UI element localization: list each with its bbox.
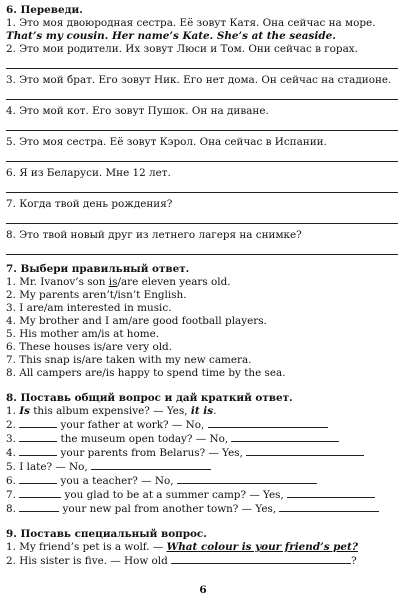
s9-item-2: 2. His sister is five. — How old ? bbox=[6, 555, 357, 567]
answer-line[interactable] bbox=[6, 87, 398, 100]
blank-field[interactable] bbox=[19, 502, 59, 512]
s6-item-3: 3. Это мой брат. Его зовут Ник. Его нет дома. Он сейчас на стадионе. bbox=[6, 74, 392, 86]
s8-item-4: 4. your parents from Belarus? — Yes, bbox=[6, 446, 398, 460]
answer-line[interactable] bbox=[6, 211, 398, 224]
chosen-answer[interactable]: is bbox=[108, 276, 118, 288]
s6-item-7: 7. Когда твой день рождения? bbox=[6, 198, 173, 210]
s6-item-4: 4. Это мой кот. Его зовут Пушок. Он на диване. bbox=[6, 105, 269, 117]
page-number: 6 bbox=[199, 584, 207, 596]
s8-item-8: 8. your new pal from another town? — Yes, bbox=[6, 502, 398, 516]
s7-item-4[interactable]: 4. My brother and I am/are good football players. bbox=[6, 315, 267, 327]
blank-field[interactable] bbox=[19, 474, 57, 484]
s7-item-6[interactable]: 6. These houses is/are very old. bbox=[6, 341, 172, 353]
s6-item-8: 8. Это твой новый друг из летнего лагеря на снимке? bbox=[6, 229, 302, 241]
s7-item-2[interactable]: 2. My parents aren’t/isn’t English. bbox=[6, 289, 187, 301]
s6-item-6: 6. Я из Беларуси. Мне 12 лет. bbox=[6, 167, 171, 179]
s6-item-2: 2. Это мои родители. Их зовут Люси и Том. Они сейчас в горах. bbox=[6, 43, 358, 55]
s6-item-1: 1. Это моя двоюродная сестра. Её зовут Катя. Она сейчас на море. bbox=[6, 17, 376, 29]
blank-field[interactable] bbox=[279, 502, 379, 512]
s8-item-7: 7. you glad to be at a summer camp? — Yes, bbox=[6, 488, 398, 502]
s8-item-5: 5. I late? — No, bbox=[6, 460, 398, 474]
blank-field[interactable] bbox=[19, 488, 61, 498]
s8-item-1: 1. Is this album expensive? — Yes, it is. bbox=[6, 405, 217, 417]
section-6-title: 6. Переведи. bbox=[6, 4, 83, 16]
s7-item-5[interactable]: 5. His mother am/is at home. bbox=[6, 328, 160, 340]
blank-field[interactable] bbox=[231, 432, 339, 442]
answer-line[interactable] bbox=[6, 149, 398, 162]
s8-item-6: 6. you a teacher? — No, bbox=[6, 474, 398, 488]
answer-line[interactable] bbox=[6, 180, 398, 193]
s7-item-3[interactable]: 3. I are/am interested in music. bbox=[6, 302, 172, 314]
section-7-title: 7. Выбери правильный ответ. bbox=[6, 263, 190, 275]
section-6 bbox=[6, 4, 398, 255]
answer-line[interactable] bbox=[6, 242, 398, 255]
blank-field[interactable] bbox=[246, 446, 364, 456]
section-8 bbox=[6, 392, 398, 516]
blank-field[interactable] bbox=[171, 554, 351, 564]
blank-field[interactable] bbox=[19, 446, 57, 456]
s8-item-3: 3. the museum open today? — No, bbox=[6, 432, 398, 446]
s7-item-8[interactable]: 8. All campers are/is happy to spend time by the sea. bbox=[6, 367, 286, 379]
s6-item-1-answer: That’s my cousin. Her name’s Kate. She’s at the seaside. bbox=[6, 30, 336, 42]
answer-line[interactable] bbox=[6, 56, 398, 69]
blank-field[interactable] bbox=[19, 432, 57, 442]
s7-item-1: 1. Mr. Ivanov’s son is/are eleven years old. bbox=[6, 276, 231, 288]
answer-line[interactable] bbox=[6, 118, 398, 131]
s6-item-5: 5. Это моя сестра. Её зовут Кэрол. Она сейчас в Испании. bbox=[6, 136, 327, 148]
blank-field[interactable] bbox=[208, 418, 328, 428]
section-8-title: 8. Поставь общий вопрос и дай краткий ответ. bbox=[6, 392, 293, 404]
blank-field[interactable] bbox=[287, 488, 375, 498]
section-7 bbox=[6, 263, 398, 380]
blank-field[interactable] bbox=[177, 474, 317, 484]
section-9-title: 9. Поставь специальный вопрос. bbox=[6, 528, 207, 540]
s9-item-1: 1. My friend’s pet is a wolf. — What colour is your friend’s pet? bbox=[6, 541, 358, 553]
s7-item-7[interactable]: 7. This snap is/are taken with my new camera. bbox=[6, 354, 252, 366]
section-9 bbox=[6, 528, 398, 568]
s8-item-2: 2. your father at work? — No, bbox=[6, 418, 398, 432]
blank-field[interactable] bbox=[19, 418, 57, 428]
blank-field[interactable] bbox=[91, 460, 211, 470]
